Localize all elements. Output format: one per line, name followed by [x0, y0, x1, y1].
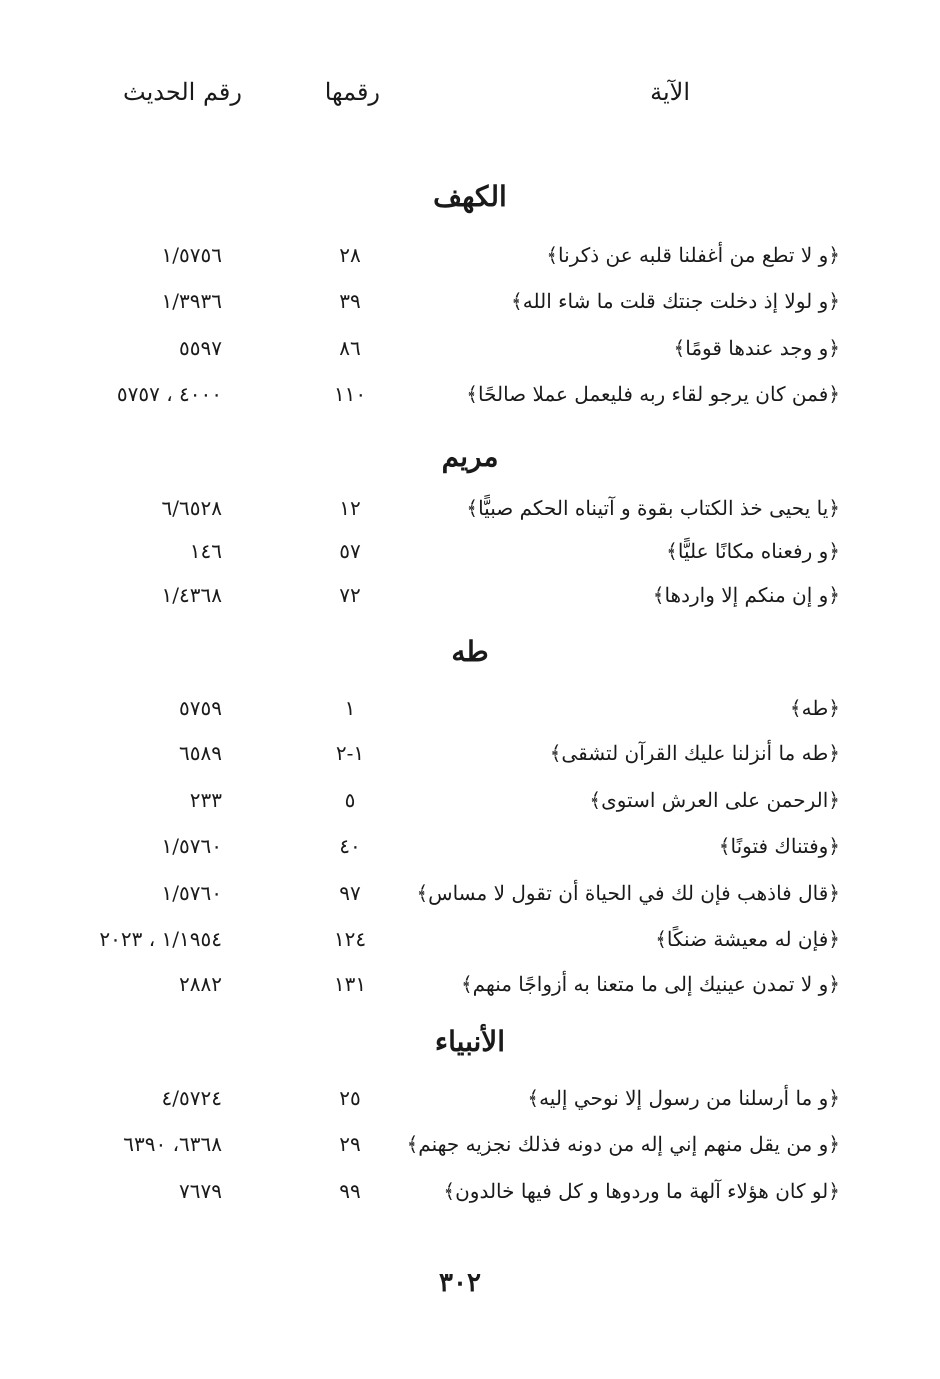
hadith-number: ١/١٩٥٤ ، ٢٠٢٣ — [99, 927, 222, 951]
ayah-text: ﴿و من يقل منهم إني إله من دونه فذلك نجزيه جهنم﴾ — [406, 1132, 840, 1156]
ayah-number: ٣٩ — [339, 289, 361, 313]
ayah-number: ٥ — [344, 788, 356, 812]
hadith-number: ٧٦٧٩ — [179, 1179, 222, 1203]
hadith-number: ١/٥٧٦٠ — [161, 834, 222, 858]
ayah-text: ﴿لو كان هؤلاء آلهة ما وردوها و كل فيها خالدون﴾ — [443, 1179, 840, 1203]
column-header-number: رقمها — [324, 78, 380, 106]
ayah-text: ﴿و رفعناه مكانًا عليًّا﴾ — [666, 539, 840, 563]
ayah-text: ﴿يا يحيى خذ الكتاب بقوة و آتيناه الحكم صبيًّا﴾ — [466, 496, 840, 520]
ayah-number: ٩٧ — [339, 881, 361, 905]
ayah-text: ﴿و لولا إذ دخلت جنتك قلت ما شاء الله﴾ — [511, 289, 840, 313]
ayah-number: ٢٩ — [339, 1132, 361, 1156]
ayah-text: ﴿و إن منكم إلا واردها﴾ — [652, 583, 840, 607]
table-row — [0, 281, 940, 321]
hadith-number: ١٤٦ — [189, 539, 222, 563]
table-row — [0, 1171, 940, 1211]
page-number: ٣٠٢ — [439, 1268, 481, 1298]
hadith-number: ١/٣٩٣٦ — [161, 289, 222, 313]
ayah-number: ١١٠ — [333, 382, 367, 406]
hadith-number: ٤/٥٧٢٤ — [161, 1086, 222, 1110]
ayah-number: ٤٠ — [339, 834, 361, 858]
table-row — [0, 733, 940, 773]
table-row — [0, 235, 940, 275]
ayah-text: ﴿طه ما أنزلنا عليك القرآن لتشقى﴾ — [549, 741, 840, 765]
table-row — [0, 873, 940, 913]
hadith-number: ٦٥٨٩ — [179, 741, 222, 765]
table-row — [0, 919, 940, 959]
ayah-text: ﴿فإن له معيشة ضنكًا﴾ — [655, 927, 840, 951]
ayah-number: ١٢ — [339, 496, 361, 520]
table-row — [0, 328, 940, 368]
ayah-text: ﴿وفتناك فتونًا﴾ — [718, 834, 840, 858]
ayah-number: ١٢٤ — [333, 927, 367, 951]
hadith-number: ٢٣٣ — [189, 788, 222, 812]
ayah-text: ﴿و لا تمدن عينيك إلى ما متعنا به أزواجًا منهم﴾ — [460, 972, 840, 996]
ayah-text: ﴿الرحمن على العرش استوى﴾ — [589, 788, 840, 812]
ayah-text: ﴿قال فاذهب فإن لك في الحياة أن تقول لا مساس﴾ — [416, 881, 840, 905]
hadith-number: ١/٥٧٦٠ — [161, 881, 222, 905]
ayah-number: ٢٨ — [339, 243, 361, 267]
ayah-number: ٥٧ — [339, 539, 361, 563]
table-row — [0, 575, 940, 615]
table-row — [0, 826, 940, 866]
ayah-text: ﴿فمن كان يرجو لقاء ربه فليعمل عملا صالحًا﴾ — [466, 382, 840, 406]
ayah-number: ٨٦ — [339, 336, 361, 360]
surah-title: الكهف — [433, 180, 507, 213]
hadith-number: ٥٧٥٩ — [179, 696, 222, 720]
ayah-text: ﴿و وجد عندها قومًا﴾ — [673, 336, 840, 360]
ayah-text: ﴿طه﴾ — [789, 696, 840, 720]
ayah-text: ﴿و ما أرسلنا من رسول إلا نوحي إليه﴾ — [527, 1086, 840, 1110]
surah-title: طه — [451, 635, 489, 668]
surah-title: مريم — [441, 440, 499, 473]
table-row — [0, 374, 940, 414]
table-row — [0, 688, 940, 728]
table-row — [0, 780, 940, 820]
ayah-number: ٢٥ — [339, 1086, 361, 1110]
table-row — [0, 531, 940, 571]
hadith-number: ٦/٦٥٢٨ — [161, 496, 222, 520]
table-row — [0, 1124, 940, 1164]
hadith-number: ١/٤٣٦٨ — [161, 583, 222, 607]
ayah-number: ٩٩ — [339, 1179, 361, 1203]
hadith-number: ٦٣٦٨، ٦٣٩٠ — [123, 1132, 222, 1156]
ayah-number: ١-٢ — [335, 741, 365, 765]
table-row — [0, 1078, 940, 1118]
column-header-ayah: الآية — [650, 78, 690, 106]
ayah-text: ﴿و لا تطع من أغفلنا قلبه عن ذكرنا﴾ — [546, 243, 840, 267]
hadith-number: ٥٥٩٧ — [179, 336, 222, 360]
ayah-number: ١٣١ — [333, 972, 367, 996]
hadith-number: ٤٠٠٠ ، ٥٧٥٧ — [116, 382, 222, 406]
surah-title: الأنبياء — [434, 1025, 506, 1058]
ayah-number: ٧٢ — [339, 583, 361, 607]
table-row — [0, 488, 940, 528]
hadith-number: ١/٥٧٥٦ — [161, 243, 222, 267]
ayah-number: ١ — [344, 696, 356, 720]
column-header-hadith: رقم الحديث — [123, 78, 242, 106]
hadith-number: ٢٨٨٢ — [179, 972, 222, 996]
table-row — [0, 964, 940, 1004]
